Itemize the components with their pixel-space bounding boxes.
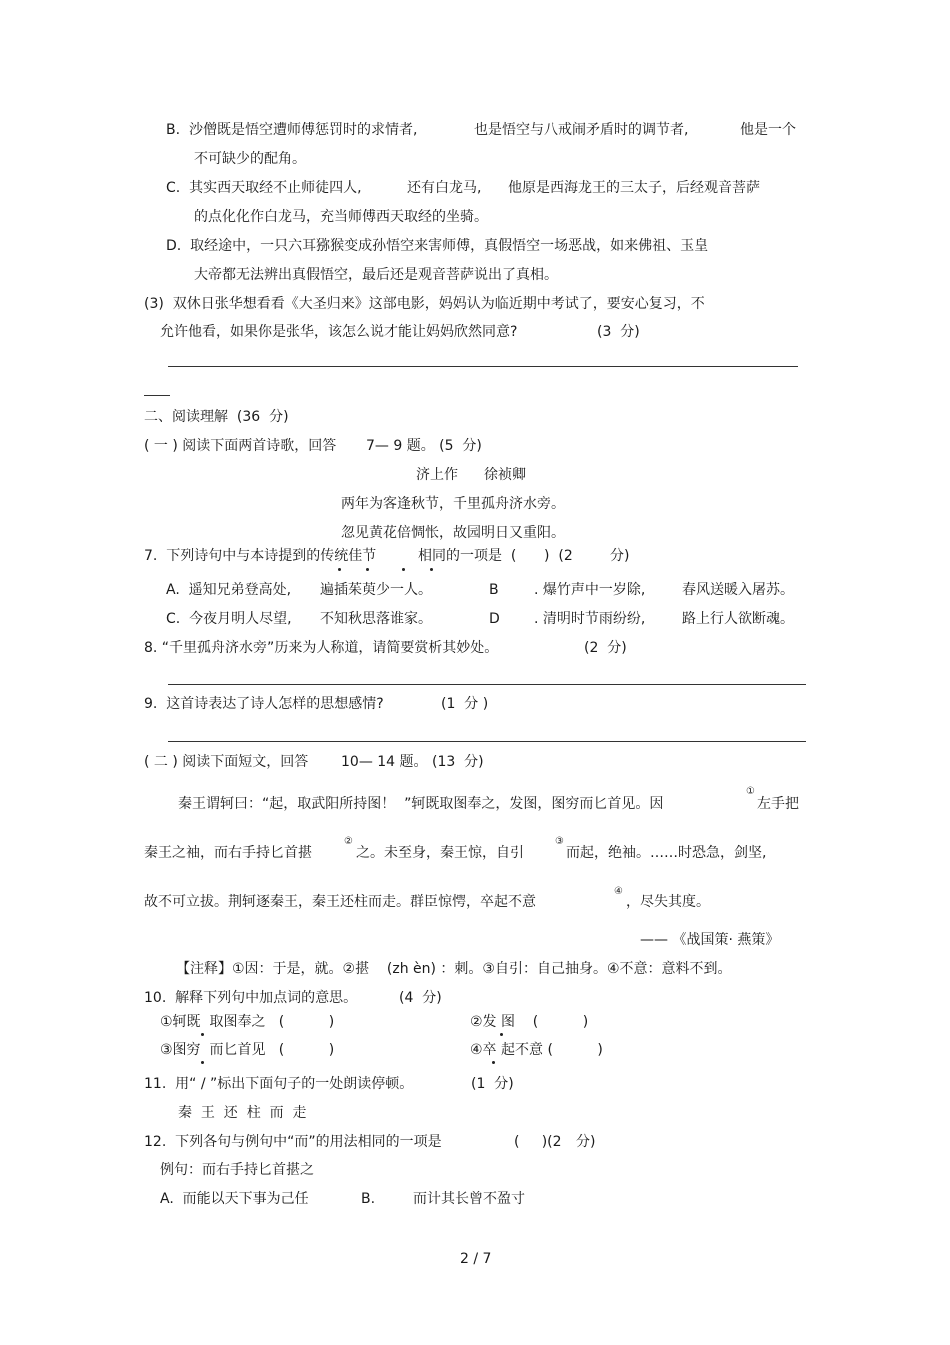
question-8-stem: 8. “千里孤舟济水旁”历来为人称道，请简要赏析其妙处。	[144, 640, 499, 656]
question-10-stem: 10. 解释下列句中加点词的意思。	[144, 990, 358, 1006]
option-c-line1b: 还有白龙马,	[407, 180, 482, 196]
passage-line-2a: 秦王之袖，而右手持匕首揕	[144, 845, 312, 861]
emphasis-dot	[492, 1061, 495, 1064]
question-10-score: (4 分)	[399, 990, 442, 1006]
option-b-line1c: 他是一个	[740, 122, 796, 138]
section-heading: 二、阅读理解 (36 分)	[144, 409, 289, 425]
poem-author: 徐祯卿	[484, 467, 526, 483]
emphasis-dot	[338, 568, 341, 571]
q7-option-b: . 爆竹声中一岁除,	[534, 582, 646, 598]
option-c-line1c: 他原是西海龙王的三太子，后经观音菩萨	[508, 180, 760, 196]
q7-option-b-label: B	[489, 582, 499, 598]
q7-option-d: . 清明时节雨纷纷,	[534, 611, 646, 627]
question-7-score: 分)	[610, 548, 630, 564]
q11-sentence[interactable]: 秦 王 还 柱 而 走	[178, 1105, 307, 1121]
question-8-score: (2 分)	[584, 640, 627, 656]
part1-heading: ( 一 ) 阅读下面两首诗歌，回答	[144, 438, 337, 454]
emphasis-dot	[430, 568, 433, 571]
passage-source: —— 《战国策· 燕策》	[640, 932, 780, 948]
passage-notes: 【注释】①因：于是，就。②揕 (zh èn) ：刺。③自引：自己抽身。④不意：意料不到。	[176, 961, 732, 977]
question-12-stem-b: ( )(2	[514, 1134, 562, 1150]
question-6-3-score: (3 分)	[597, 324, 640, 340]
q12-option-a: A. 而能以天下事为己任	[160, 1191, 309, 1207]
emphasis-dot	[402, 568, 405, 571]
answer-line-6-3[interactable]	[168, 366, 798, 367]
question-7-stem-b: 相同的一项是 (	[418, 548, 517, 564]
q7-option-a: A. 遥知兄弟登高处,	[166, 582, 292, 598]
option-b-line1b: 也是悟空与八戒闹矛盾时的调节者,	[474, 122, 689, 138]
question-12-stem: 12. 下列各句与例句中“而”的用法相同的一项是	[144, 1134, 442, 1150]
answer-line-8[interactable]	[168, 684, 806, 685]
q7-option-d2: 路上行人欲断魂。	[682, 611, 794, 627]
option-b-line2: 不可缺少的配角。	[194, 151, 306, 167]
poem-line-1: 两年为客逢秋节，千里孤舟济水旁。	[341, 496, 565, 512]
question-7-stem-c: ) (2	[544, 548, 573, 564]
page-number: 2 / 7	[460, 1251, 492, 1267]
question-7-stem: 7. 下列诗句中与本诗提到的传统佳节	[144, 548, 377, 564]
part2-heading: ( 二 ) 阅读下面短文，回答	[144, 754, 309, 770]
poem-line-2: 忽见黄花倍惆怅，故园明日又重阳。	[341, 525, 565, 541]
emphasis-dot	[201, 1033, 204, 1036]
option-d-line1: D. 取经途中，一只六耳猕猴变成孙悟空来害师傅，真假悟空一场恶战，如来佛祖、玉皇	[166, 238, 709, 254]
question-9-stem: 9. 这首诗表达了诗人怎样的思想感情?	[144, 696, 384, 712]
question-9-score: (1 分 )	[441, 696, 489, 712]
passage-line-2c: 而起，绝袖。……时恐急，剑坚,	[566, 845, 767, 861]
passage-line-3b: ，尽失其度。	[626, 894, 710, 910]
emphasis-dot	[366, 568, 369, 571]
q10-item-1: ①轲既 取图奉之 ( )	[160, 1014, 335, 1030]
q7-option-b2: 春风送暖入屠苏。	[682, 582, 794, 598]
q10-item-2: ②发 图 ( )	[470, 1014, 589, 1030]
q7-option-c2: 不知秋思落谁家。	[320, 611, 432, 627]
q7-option-c: C. 今夜月明人尽望,	[166, 611, 292, 627]
note-marker-3: ③	[555, 836, 564, 847]
option-d-line2: 大帝都无法辨出真假悟空，最后还是观音菩萨说出了真相。	[194, 267, 558, 283]
option-b-line1a: B. 沙僧既是悟空遭师傅惩罚时的求情者,	[166, 122, 418, 138]
q12-option-b-label: B.	[361, 1191, 376, 1207]
answer-line-9[interactable]	[168, 741, 806, 742]
question-12-score: 分)	[576, 1134, 596, 1150]
answer-line-6-3-tail[interactable]	[144, 395, 170, 396]
part1-range: 7— 9 题。 (5 分)	[366, 438, 482, 454]
q7-option-a2: 遍插茱萸少一人。	[320, 582, 432, 598]
part2-range: 10— 14 题。 (13 分)	[341, 754, 484, 770]
note-marker-4: ④	[614, 886, 623, 897]
emphasis-dot	[500, 1033, 503, 1036]
question-6-3-line2: 允许他看，如果你是张华，该怎么说才能让妈妈欣然同意?	[160, 324, 518, 340]
poem-title: 济上作	[416, 467, 458, 483]
question-11-score: (1 分)	[471, 1076, 514, 1092]
option-c-line2: 的点化化作白龙马，充当师傅西天取经的坐骑。	[194, 209, 488, 225]
question-11-stem: 11. 用“ / ”标出下面句子的一处朗读停顿。	[144, 1076, 414, 1092]
passage-line-1b: 左手把	[757, 796, 799, 812]
note-marker-2: ②	[344, 836, 353, 847]
passage-line-2b: 之。未至身，秦王惊，自引	[356, 845, 524, 861]
q12-option-b: 而计其长曾不盈寸	[413, 1191, 525, 1207]
emphasis-dot	[201, 1061, 204, 1064]
note-marker-1: ①	[746, 786, 755, 797]
q10-item-4: ④卒 起不意 ( )	[470, 1042, 603, 1058]
option-c-line1a: C. 其实西天取经不止师徒四人,	[166, 180, 362, 196]
q12-example: 例句：而右手持匕首揕之	[160, 1162, 314, 1178]
q7-option-d-label: D	[489, 611, 500, 627]
q10-item-3: ③图穷 而匕首见 ( )	[160, 1042, 335, 1058]
passage-line-3a: 故不可立拔。荆轲逐秦王，秦王还柱而走。群臣惊愕，卒起不意	[144, 894, 536, 910]
passage-line-1a: 秦王谓轲曰：“起，取武阳所持图！ ”轲既取图奉之，发图，图穷而匕首见。因	[178, 796, 664, 812]
question-6-3-line1: (3) 双休日张华想看看《大圣归来》这部电影，妈妈认为临近期中考试了，要安心复习，不	[144, 296, 705, 312]
